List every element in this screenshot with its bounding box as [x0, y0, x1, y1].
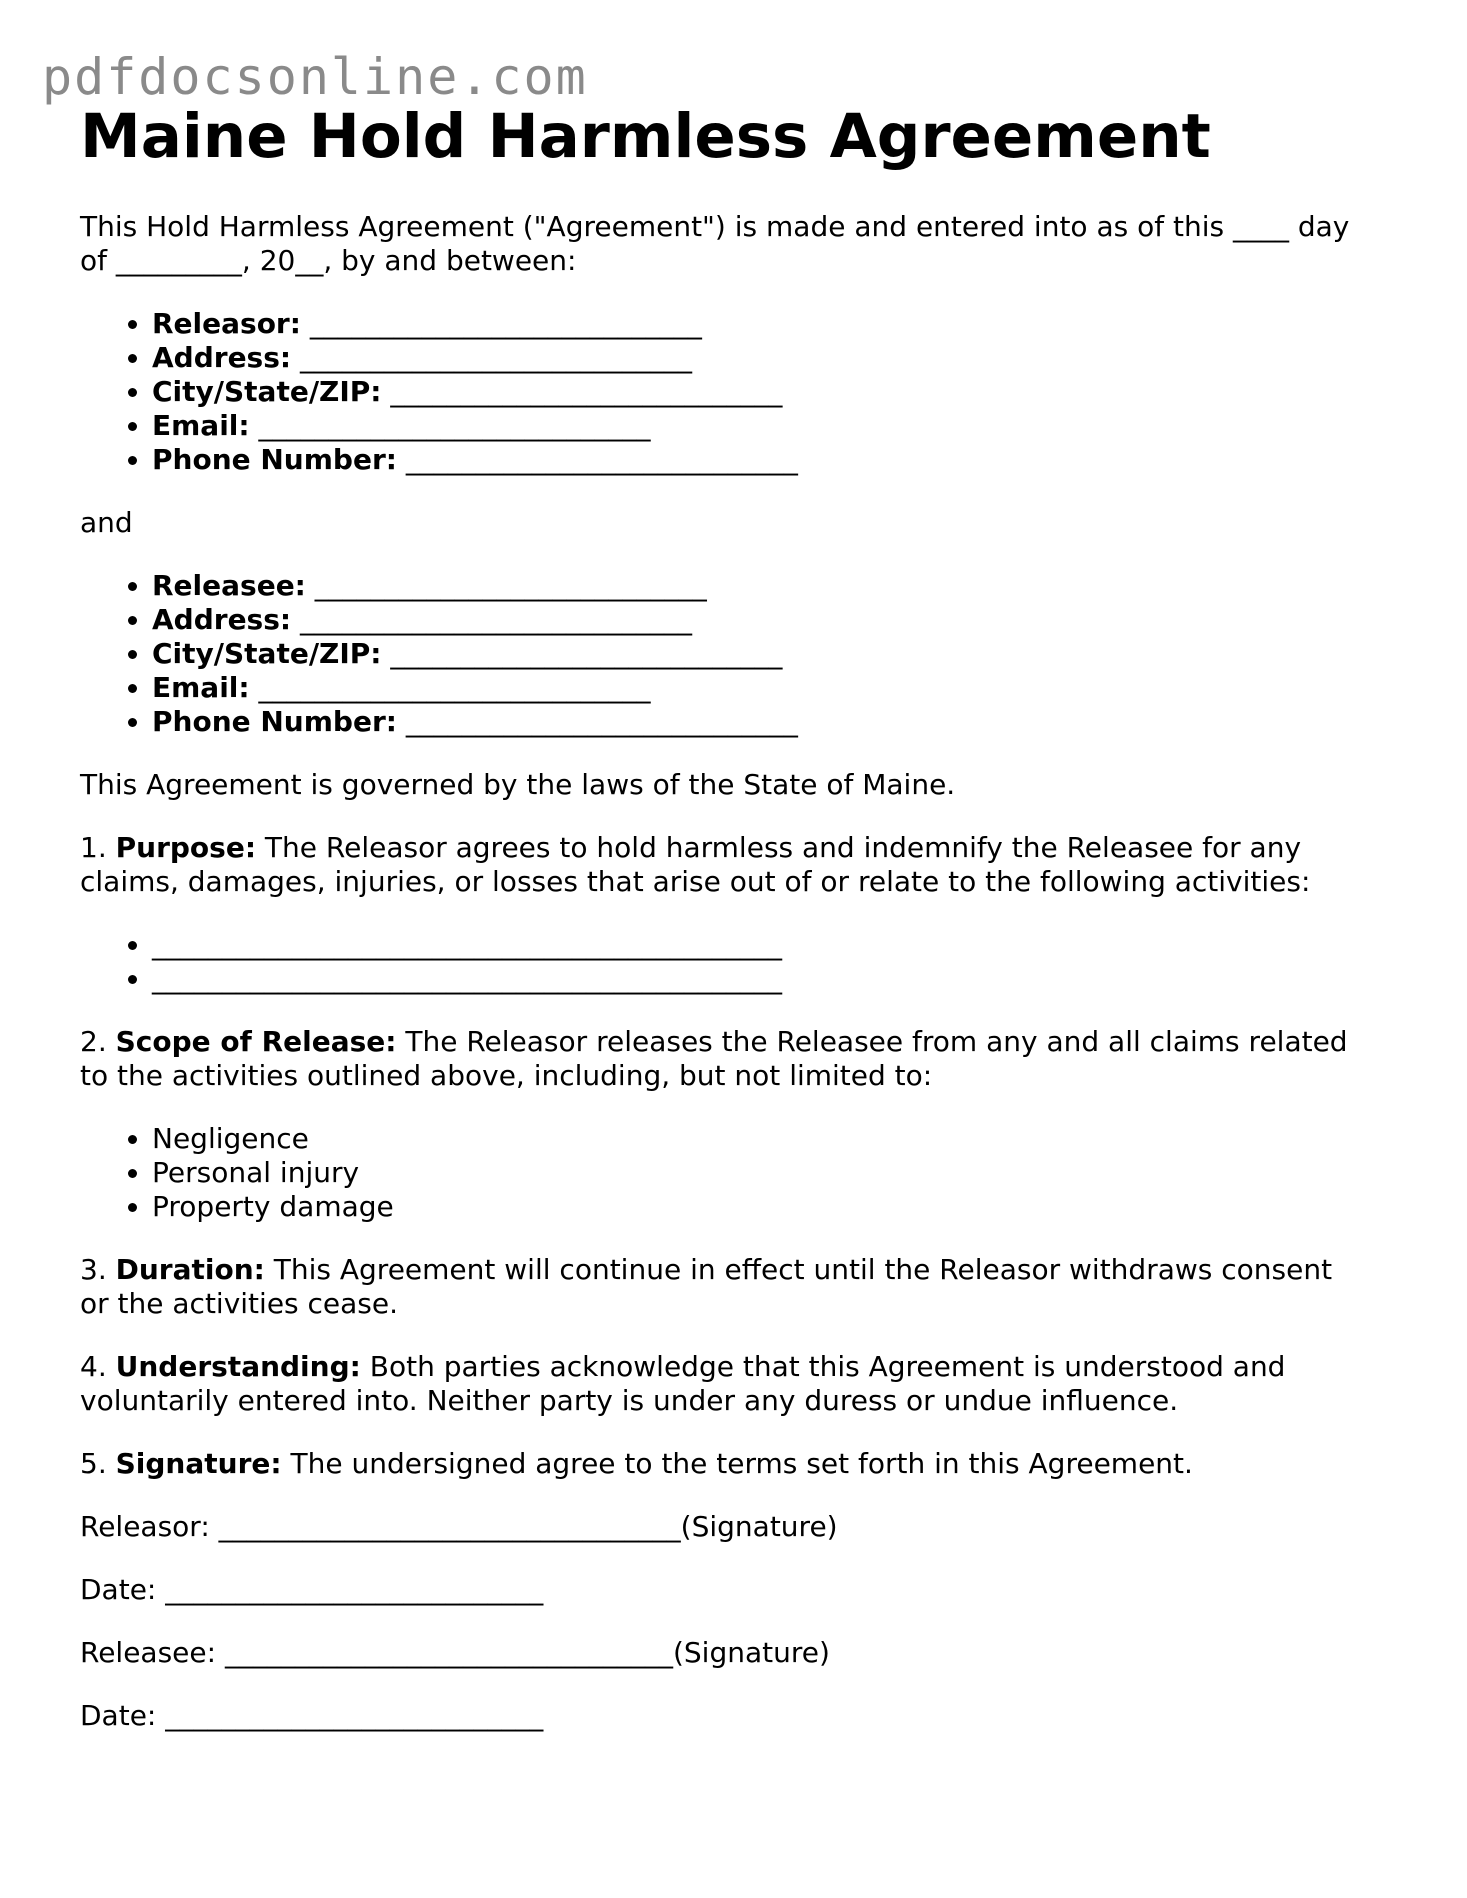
section-signature-heading: Signature:: [115, 1447, 282, 1480]
releasor-address-field[interactable]: • Address: ____________________________: [152, 341, 1400, 375]
scope-item: • Negligence: [152, 1122, 1400, 1156]
scope-item: • Personal injury: [152, 1156, 1400, 1190]
section-scope-heading: Scope of Release:: [115, 1025, 397, 1058]
releasee-signature-line[interactable]: Releasee: ________________________________(Signature): [80, 1636, 830, 1669]
section-duration: 3. Duration: This Agreement will continue in effect until the Releasor withdraws consent or the activities cease.: [80, 1253, 1333, 1320]
document-title: Maine Hold Harmless Agreement: [80, 101, 1211, 172]
section-scope: 2. Scope of Release: The Releasor releases the Releasee from any and all claims related to the activities outlined above, including, but not limited to:: [80, 1025, 1348, 1092]
section-understanding: 4. Understanding: Both parties acknowledge that this Agreement is understood and voluntarily entered into. Neither party is under any duress or undue influence.: [80, 1350, 1286, 1417]
releasee-name-field[interactable]: • Releasee: ____________________________: [152, 569, 1400, 603]
releasor-city-state-zip-field[interactable]: • City/State/ZIP: ____________________________: [152, 375, 1400, 409]
releasor-email-field[interactable]: • Email: ____________________________: [152, 409, 1400, 443]
releasor-signature-line[interactable]: Releasor: _________________________________(Signature): [80, 1510, 838, 1543]
activity-blank-2[interactable]: • _____________________________________________: [152, 962, 1400, 996]
releasee-fields-list: [80, 569, 1400, 739]
releasee-city-state-zip-field[interactable]: • City/State/ZIP: ____________________________: [152, 637, 1400, 671]
releasor-fields-list: [80, 307, 1400, 477]
releasee-email-field[interactable]: • Email: ____________________________: [152, 671, 1400, 705]
releasor-phone-field[interactable]: • Phone Number: ____________________________: [152, 443, 1400, 477]
section-purpose-heading: Purpose:: [115, 831, 257, 864]
releasee-phone-field[interactable]: • Phone Number: ____________________________: [152, 705, 1400, 739]
releasee-date-line[interactable]: Date: ___________________________: [80, 1699, 544, 1732]
watermark: pdfdocsonline.com: [42, 48, 588, 106]
section-understanding-heading: Understanding:: [115, 1350, 361, 1383]
and-text: and: [80, 506, 133, 539]
scope-items-list: [80, 1122, 1400, 1224]
intro-line-1: This Hold Harmless Agreement ("Agreement") is made and entered into as of this ____ day: [80, 210, 1350, 243]
activities-list: [80, 928, 1400, 996]
intro-line-2: of _________, 20__, by and between:: [80, 244, 577, 277]
section-duration-heading: Duration:: [115, 1253, 265, 1286]
section-signature: 5. Signature: The undersigned agree to the terms set forth in this Agreement.: [80, 1447, 1193, 1480]
scope-item: • Property damage: [152, 1190, 1400, 1224]
activity-blank-1[interactable]: • _____________________________________________: [152, 928, 1400, 962]
section-purpose: 1. Purpose: The Releasor agrees to hold harmless and indemnify the Releasee for any claims, damages, injuries, or losses that arise out of or relate to the following activities:: [80, 831, 1311, 898]
governing-law-text: This Agreement is governed by the laws of the State of Maine.: [80, 768, 956, 801]
document-body: [80, 210, 1400, 1762]
intro-paragraph: [80, 210, 1400, 278]
releasor-date-line[interactable]: Date: ___________________________: [80, 1573, 544, 1606]
releasor-name-field[interactable]: • Releasor: ____________________________: [152, 307, 1400, 341]
releasee-address-field[interactable]: • Address: ____________________________: [152, 603, 1400, 637]
